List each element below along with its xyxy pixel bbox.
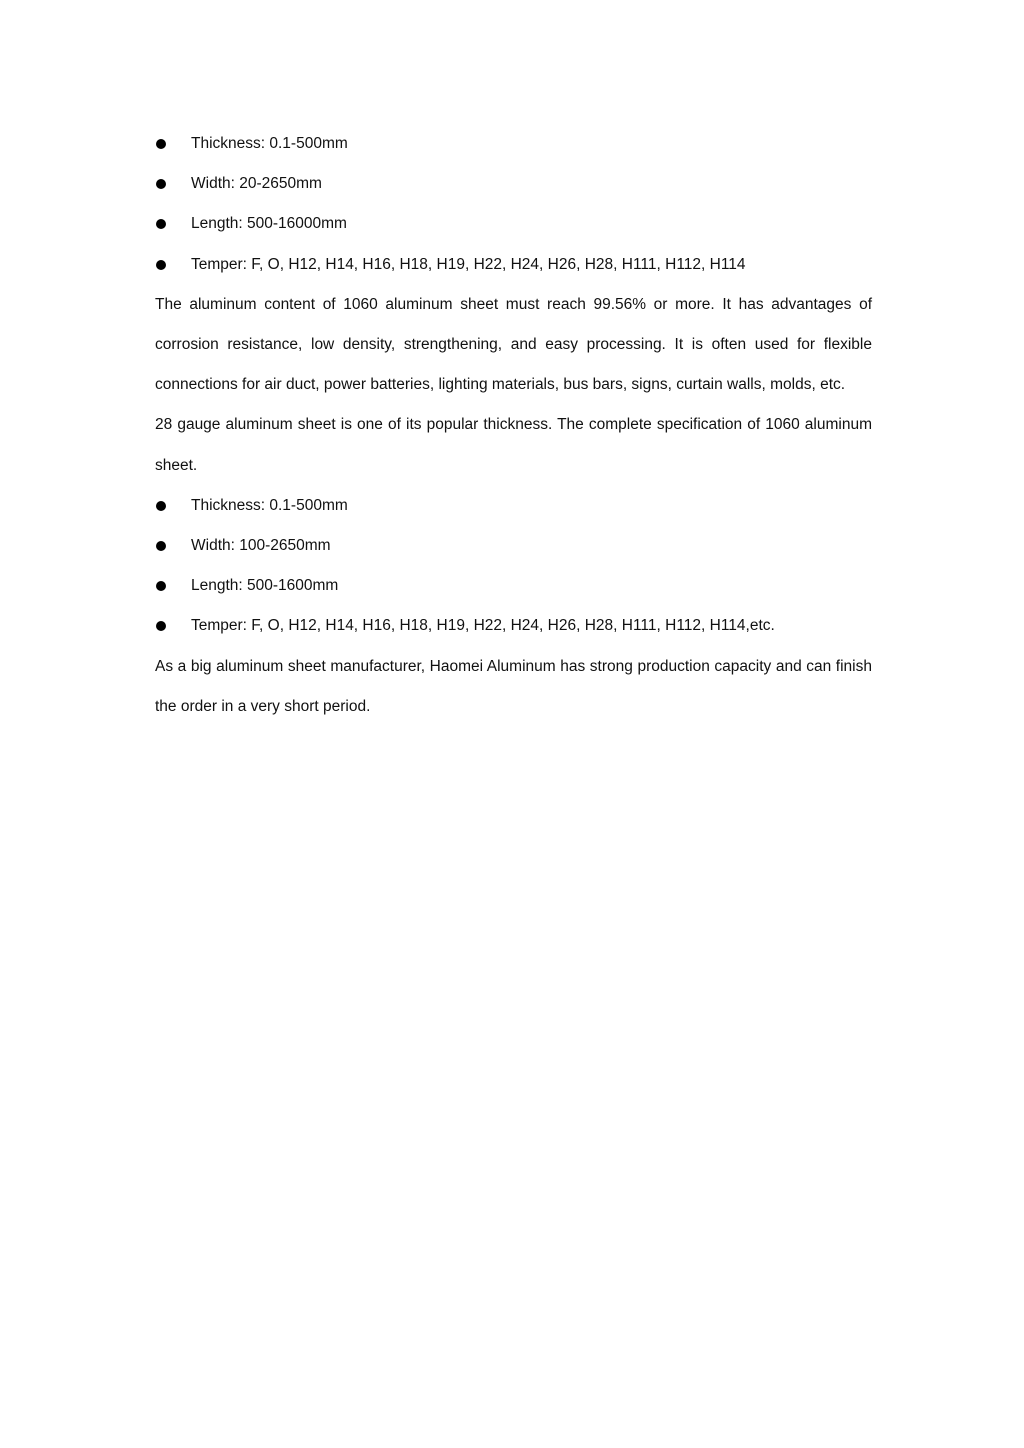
- bullet-icon: [156, 541, 166, 551]
- list-item-text: Length: 500-1600mm: [191, 577, 339, 595]
- list-item-text: Temper: F, O, H12, H14, H16, H18, H19, H22, H24, H26, H28, H111, H112, H114: [191, 255, 746, 273]
- list-item-text: Width: 20-2650mm: [191, 175, 322, 193]
- bullet-icon: [156, 179, 166, 189]
- list-item: [155, 164, 872, 204]
- list-item: [155, 245, 872, 285]
- paragraph-aluminum-content: The aluminum content of 1060 aluminum sheet must reach 99.56% or more. It has advantages of corrosion resistance, low density, strengthening, and easy processing. It is often used for flexible connections for air duct, power batteries, lighting materials, bus bars, signs, curtain walls, molds, etc.: [155, 295, 872, 394]
- list-item: [155, 566, 872, 606]
- list-item: [155, 606, 872, 646]
- spec-list-1: [155, 124, 872, 285]
- bullet-icon: [156, 621, 166, 631]
- list-item-text: Thickness: 0.1-500mm: [191, 135, 348, 152]
- list-item-text: Length: 500-16000mm: [191, 215, 347, 233]
- list-item: [155, 526, 872, 566]
- paragraph-28-gauge: 28 gauge aluminum sheet is one of its popular thickness. The complete specification of 1060 aluminum sheet.: [155, 416, 872, 474]
- document-page: [155, 124, 872, 727]
- list-item: [155, 124, 872, 164]
- list-item-text: Temper: F, O, H12, H14, H16, H18, H19, H22, H24, H26, H28, H111, H112, H114,etc.: [191, 617, 775, 635]
- bullet-icon: [156, 219, 166, 229]
- bullet-icon: [156, 260, 166, 270]
- bullet-icon: [156, 139, 166, 149]
- list-item-text: Thickness: 0.1-500mm: [191, 496, 348, 514]
- bullet-icon: [156, 501, 166, 511]
- paragraph-manufacturer: As a big aluminum sheet manufacturer, Haomei Aluminum has strong production capacity and can finish the order in a very short period.: [155, 657, 872, 715]
- bullet-icon: [156, 581, 166, 591]
- spec-list-2: [155, 486, 872, 647]
- list-item: [155, 204, 872, 244]
- list-item: [155, 486, 872, 526]
- list-item-text: Width: 100-2650mm: [191, 537, 331, 555]
